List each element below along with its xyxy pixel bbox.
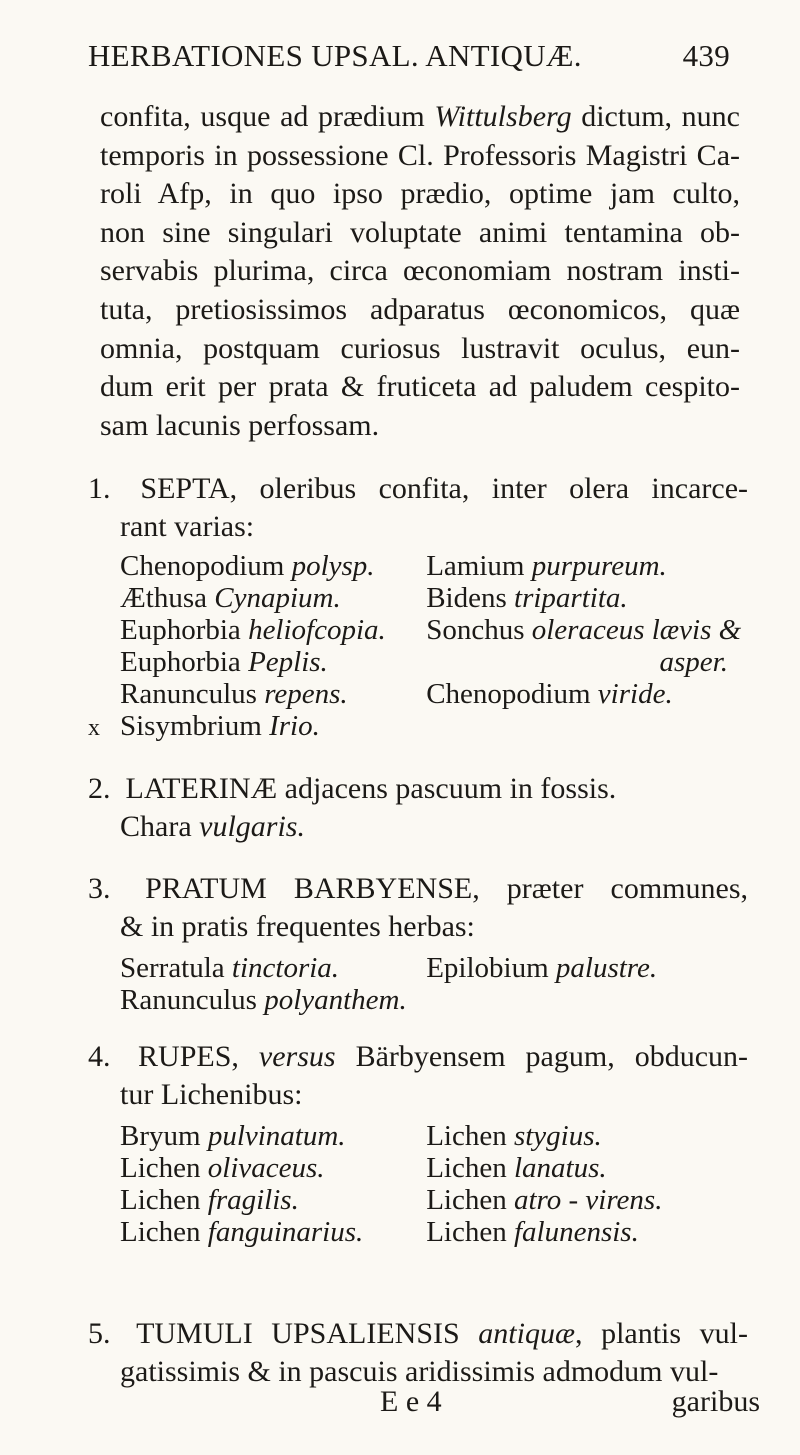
section-heading-cont: & in pratis frequentes herbas: (120, 910, 475, 943)
intro-line: servabis plurima, circa œconomiam nostram insti- (100, 254, 740, 288)
page-number: 439 (682, 38, 730, 73)
plant-entry: Ranunculus polyanthem. (120, 984, 407, 1016)
intro-line: confita, usque ad prædium Wittulsberg dictum, nunc (100, 100, 740, 133)
section-number: 4. (88, 1040, 111, 1073)
plant-entry: Lichen stygius. (426, 1120, 602, 1152)
section-number: 1. (88, 472, 111, 505)
intro-line: omnia, postquam curiosus lustravit oculus, eun- (100, 331, 740, 365)
section-number: 3. (88, 872, 111, 905)
section-heading: SEPTA, oleribus confita, inter olera incarce- (140, 472, 749, 505)
signature-mark: E e 4 (380, 1385, 442, 1418)
running-header (88, 38, 730, 74)
intro-line: roli Afp, in quo ipso prædio, optime jam culto, (100, 177, 740, 211)
intro-line: dum erit per prata & fruticeta ad paludem cespito- (100, 370, 740, 404)
section-heading: LATERINÆ adjacens pascuum in fossis. (125, 772, 617, 805)
intro-line: temporis in possessione Cl. Professoris Magistri Ca- (100, 138, 740, 172)
section-tumuli: 5. TUMULI UPSALIENSIS antiquæ, plantis vul- gatissimis & in pascuis aridissimis admodum vul- (88, 1315, 748, 1391)
section-number: 5. (88, 1317, 111, 1350)
section-rupes: 4. RUPES, versus Bärbyensem pagum, obducun- tur Lichenibus: Bryum pulvinatum. Lichen olivaceus. Lichen fragilis. Lichen fanguinarius. Lichen stygius. Lichen lanatus. Lichen atro - virens. Lichen falunensis. (88, 1040, 749, 1248)
plant-list (88, 952, 748, 1016)
plant-entry: Euphorbia heliofcopia. (120, 614, 386, 646)
plant-entry: Serratula tinctoria. (120, 952, 340, 984)
plant-list (88, 1120, 748, 1248)
plant-entry: Epilobium palustre. (426, 952, 658, 984)
section-laterinae (88, 770, 748, 846)
plant-entry: asper. (659, 646, 728, 678)
catchword: garibus (671, 1385, 760, 1418)
plant-entry: Lichen olivaceus. (120, 1152, 325, 1184)
plant-entry: Bryum pulvinatum. (120, 1120, 346, 1152)
plant-list (88, 550, 748, 742)
plant-entry: Lamium purpureum. (426, 550, 667, 582)
plant-entry: Æthusa Cynapium. (120, 582, 341, 614)
plant-entry: Bidens tripartita. (426, 582, 628, 614)
plant-entry: Chara vulgaris. (120, 810, 305, 843)
plant-entry: Ranunculus repens. (120, 678, 348, 710)
intro-line: sam lacunis perfossam. (100, 408, 380, 442)
plant-entry: Lichen falunensis. (426, 1216, 639, 1248)
plant-entry: Chenopodium polysp. (120, 550, 375, 582)
plant-entry: Lichen atro - virens. (426, 1184, 663, 1216)
section-heading-cont: tur Lichenibus: (120, 1078, 303, 1111)
header-title: HERBATIONES UPSAL. ANTIQUÆ. (88, 38, 582, 73)
plant-entry: Euphorbia Peplis. (120, 646, 328, 678)
intro-line: non sine singulari voluptate animi tentamina ob- (100, 215, 740, 249)
section-septa (88, 470, 748, 742)
plant-entry: Chenopodium viride. (426, 678, 673, 710)
intro-paragraph (100, 98, 740, 445)
intro-line: tuta, pretiosissimos adparatus œconomicos, quæ (100, 292, 740, 326)
plant-entry: Sonchus oleraceus lævis & (426, 614, 742, 646)
section-pratum (88, 870, 748, 1016)
section-heading-cont: gatissimis & in pascuis aridissimis admodum vul- (120, 1355, 719, 1388)
section-heading: PRATUM BARBYENSE, præter communes, (145, 872, 748, 905)
plant-entry: Lichen fragilis. (120, 1184, 299, 1216)
section-heading-cont: rant varias: (120, 510, 255, 543)
plant-entry: Lichen lanatus. (426, 1152, 607, 1184)
plant-entry: Sisymbrium Irio. (120, 710, 320, 742)
section-number: 2. (88, 772, 111, 805)
margin-mark: x (88, 715, 100, 741)
plant-entry: Lichen fanguinarius. (120, 1216, 364, 1248)
